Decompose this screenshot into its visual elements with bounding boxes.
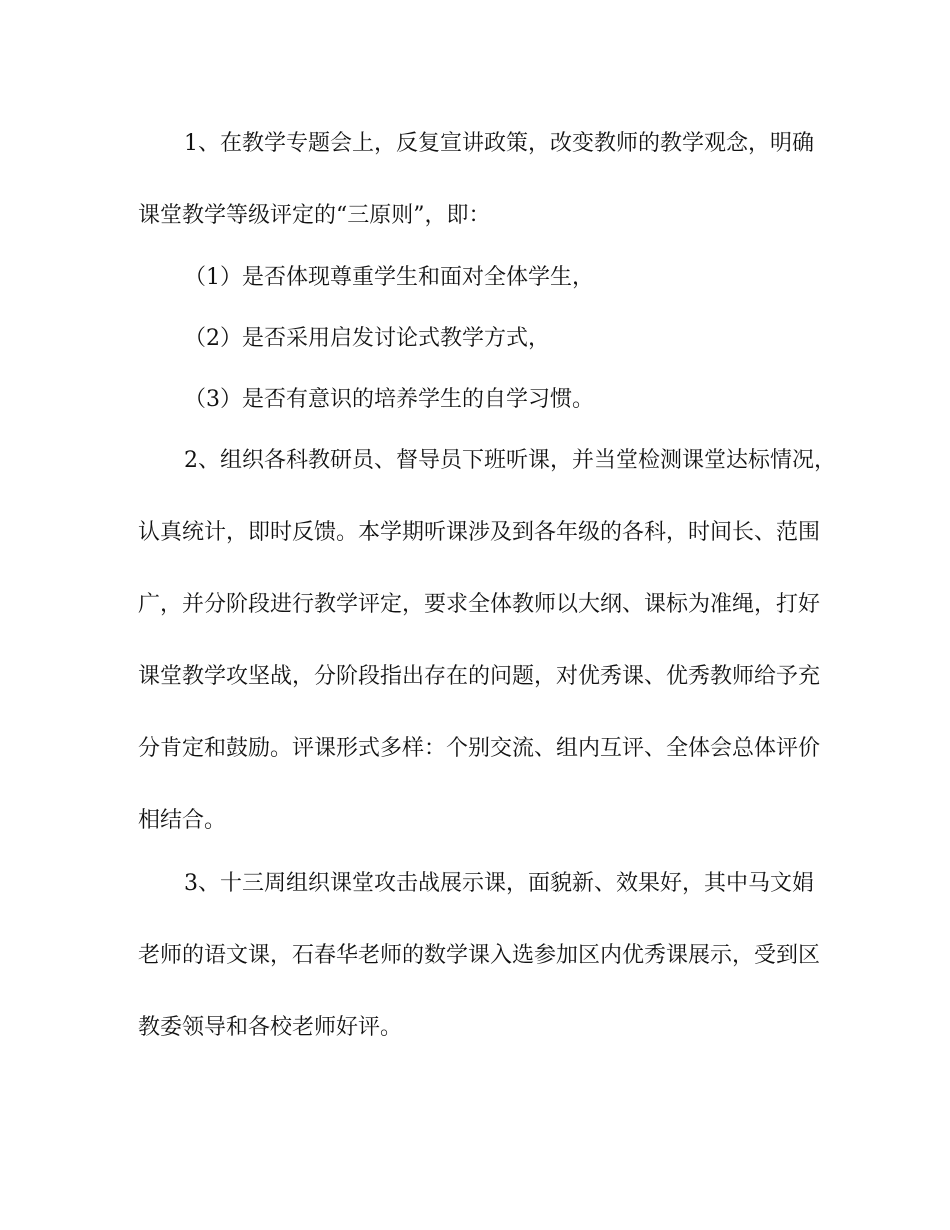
principle-2 [0, 323, 950, 355]
text-line: 相结合。 [138, 808, 227, 833]
text-line: （3）是否有意识的培养学生的自学习惯。 [184, 387, 594, 412]
text-line: 课堂教学等级评定的“三原则”，即： [138, 203, 491, 228]
paragraph-3-line-1 [0, 868, 950, 900]
paragraph-3-line-3 [0, 1012, 950, 1044]
text-line: 1、在教学专题会上，反复宣讲政策，改变教师的教学观念，明确 [184, 131, 814, 156]
principle-3 [0, 384, 950, 416]
paragraph-1-line-1 [0, 128, 950, 160]
paragraph-1-line-2 [0, 200, 950, 232]
text-line: 认真统计，即时反馈。本学期听课涉及到各年级的各科，时间长、范围 [138, 520, 821, 545]
text-line: 广，并分阶段进行教学评定，要求全体教师以大纲、课标为准绳，打好 [138, 592, 821, 617]
text-line: 课堂教学攻坚战，分阶段指出存在的问题，对优秀课、优秀教师给予充 [138, 664, 821, 689]
text-line: 老师的语文课，石春华老师的数学课入选参加区内优秀课展示，受到区 [138, 943, 821, 968]
paragraph-2-line-6 [0, 805, 950, 837]
principle-1 [0, 262, 950, 294]
paragraph-2-line-3 [0, 589, 950, 621]
paragraph-3-line-2 [0, 940, 950, 972]
paragraph-2-line-2 [0, 517, 950, 549]
text-line: 3、十三周组织课堂攻击战展示课，面貌新、效果好，其中马文娟 [184, 871, 814, 896]
text-line: 分肯定和鼓励。评课形式多样：个别交流、组内互评、全体会总体评价 [138, 736, 821, 761]
paragraph-2-line-1 [0, 445, 950, 477]
text-line: （1）是否体现尊重学生和面对全体学生， [184, 265, 594, 290]
text-line: 2、组织各科教研员、督导员下班听课，并当堂检测课堂达标情况， [184, 448, 836, 473]
paragraph-2-line-5 [0, 733, 950, 765]
text-line: （2）是否采用启发讨论式教学方式， [184, 326, 550, 351]
text-line: 教委领导和各校老师好评。 [138, 1015, 403, 1040]
paragraph-2-line-4 [0, 661, 950, 693]
